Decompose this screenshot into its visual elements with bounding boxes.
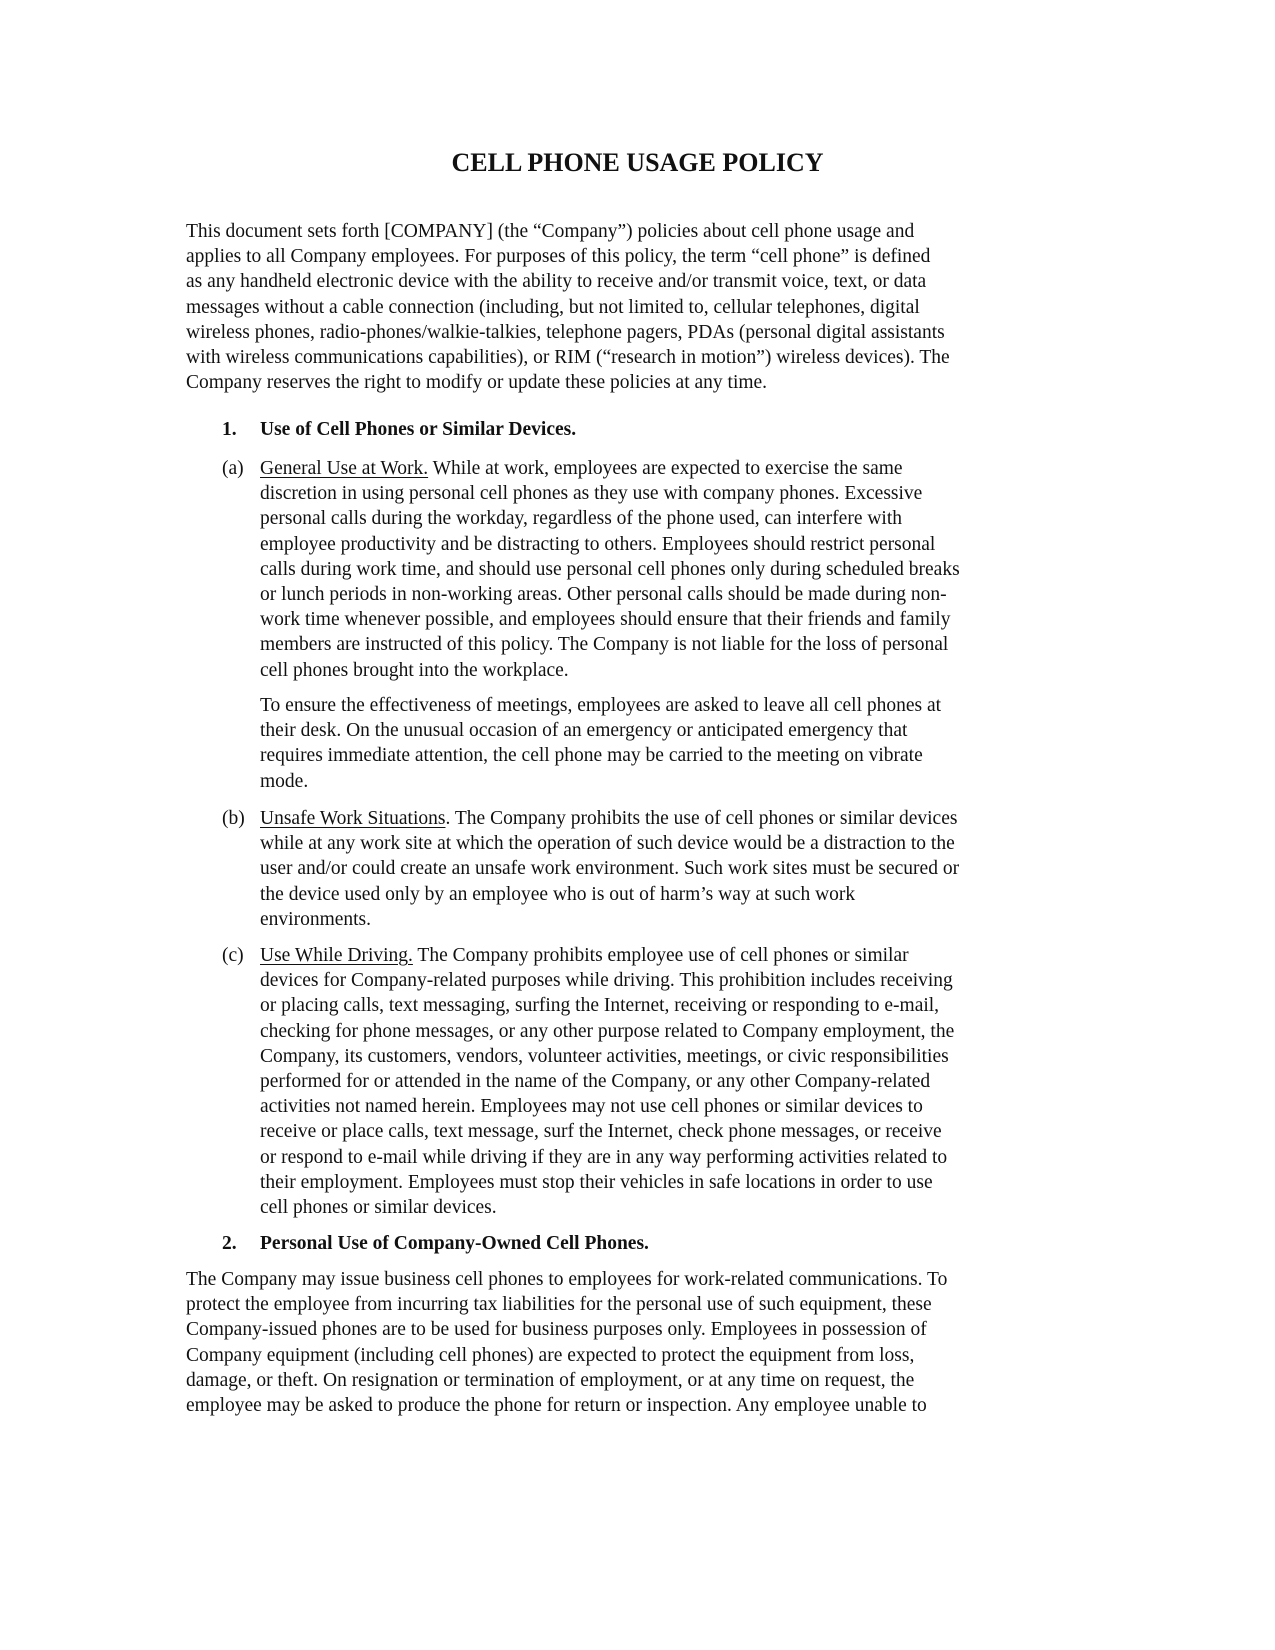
body-line: Company-issued phones are to be used for business purposes only. Employees in possession of [186,1319,927,1341]
section-2-paragraph [186,1267,1086,1418]
intro-line: applies to all Company employees. For purposes of this policy, the term “cell phone” is defined [186,246,931,268]
item-line: work time whenever possible, and employees should ensure that their friends and family [260,609,951,631]
item-first-line-text: . The Company prohibits the use of cell phones or similar devices [445,808,958,829]
body-line: The Company may issue business cell phones to employees for work-related communications. To [186,1269,948,1290]
item-first-line-text: While at work, employees are expected to exercise the same [428,458,903,479]
item-line: activities not named herein. Employees may not use cell phones or similar devices to [260,1096,923,1118]
item-line: To ensure the effectiveness of meetings, employees are asked to leave all cell phones at [260,695,942,716]
section-title: Use of Cell Phones or Similar Devices. [260,419,577,440]
item-line: user and/or could create an unsafe work environment. Such work sites must be secured or [260,858,960,880]
body-line: employee may be asked to produce the phone for return or inspection. Any employee unable to [186,1394,927,1416]
section-1-heading [222,417,576,442]
item-line: environments. [260,908,372,930]
item-line: calls during work time, and should use personal cell phones only during scheduled breaks [260,558,960,580]
item-title: Unsafe Work Situations [260,808,446,829]
item-first-line [260,456,960,481]
body-line: Company equipment (including cell phones) are expected to protect the equipment from loss, [186,1344,915,1366]
item-line: personal calls during the workday, regardless of the phone used, can interfere with [260,508,903,530]
intro-paragraph [186,219,1086,395]
intro-line: messages without a cable connection (including, but not limited to, cellular telephones, digital [186,296,920,318]
intro-line: with wireless communications capabilities), or RIM (“research in motion”) wireless devices). The [186,346,950,368]
item-line: employee productivity and be distracting to others. Employees should restrict personal [260,533,936,555]
section-number: 2. [222,1233,237,1254]
item-line: cell phones brought into the workplace. [260,659,569,681]
item-label: (b) [222,808,245,829]
body-line: damage, or theft. On resignation or termination of employment, or at any time on request, the [186,1369,915,1391]
item-line: or lunch periods in non-working areas. Other personal calls should be made during non- [260,583,947,605]
item-first-line [260,806,959,831]
item-first-line [260,943,954,968]
item-line: members are instructed of this policy. The Company is not liable for the loss of personal [260,634,949,656]
item-title: General Use at Work. [260,458,429,479]
item-line: or respond to e-mail while driving if they are in any way performing activities related to [260,1146,948,1168]
section-number: 1. [222,419,237,440]
item-body [260,456,960,683]
item-body [260,806,959,932]
item-line: performed for or attended in the name of the Company, or any other Company-related [260,1070,931,1092]
item-line: mode. [260,770,309,792]
intro-line: Company reserves the right to modify or update these policies at any time. [186,372,768,394]
item-label: (a) [222,458,244,479]
intro-line: This document sets forth [COMPANY] (the “Company”) policies about cell phone usage and [186,221,915,242]
intro-line: as any handheld electronic device with the ability to receive and/or transmit voice, text, or data [186,271,927,293]
item-line: discretion in using personal cell phones as they use with company phones. Excessive [260,483,923,505]
item-line: the device used only by an employee who is out of harm’s way at such work [260,883,856,905]
item-body [260,943,954,1220]
section-title: Personal Use of Company-Owned Cell Phones. [260,1233,649,1254]
item-line: Company, its customers, vendors, volunteer activities, meetings, or civic responsibilities [260,1045,949,1067]
item-line: devices for Company-related purposes while driving. This prohibition includes receiving [260,970,953,992]
item-line: their desk. On the unusual occasion of an emergency or anticipated emergency that [260,720,908,742]
item-line: checking for phone messages, or any other purpose related to Company employment, the [260,1020,955,1042]
item-line: while at any work site at which the operation of such device would be a distraction to the [260,833,955,855]
item-line: their employment. Employees must stop their vehicles in safe locations in order to use [260,1171,933,1193]
section-2-heading [222,1231,649,1256]
item-label: (c) [222,945,244,966]
item-line: requires immediate attention, the cell phone may be carried to the meeting on vibrate [260,745,923,767]
body-line: protect the employee from incurring tax liabilities for the personal use of such equipment, these [186,1294,932,1316]
document-title: CELL PHONE USAGE POLICY [451,148,824,177]
item-line: receive or place calls, text message, surf the Internet, check phone messages, or receive [260,1121,942,1143]
meetings-paragraph [260,693,941,794]
item-line: cell phones or similar devices. [260,1196,497,1218]
item-line: or placing calls, text messaging, surfing the Internet, receiving or responding to e-mail, [260,995,940,1017]
item-first-line-text: The Company prohibits employee use of cell phones or similar [412,945,909,966]
item-title: Use While Driving. [260,945,413,966]
intro-line: wireless phones, radio-phones/walkie-talkies, telephone pagers, PDAs (personal digital assistants [186,321,945,343]
